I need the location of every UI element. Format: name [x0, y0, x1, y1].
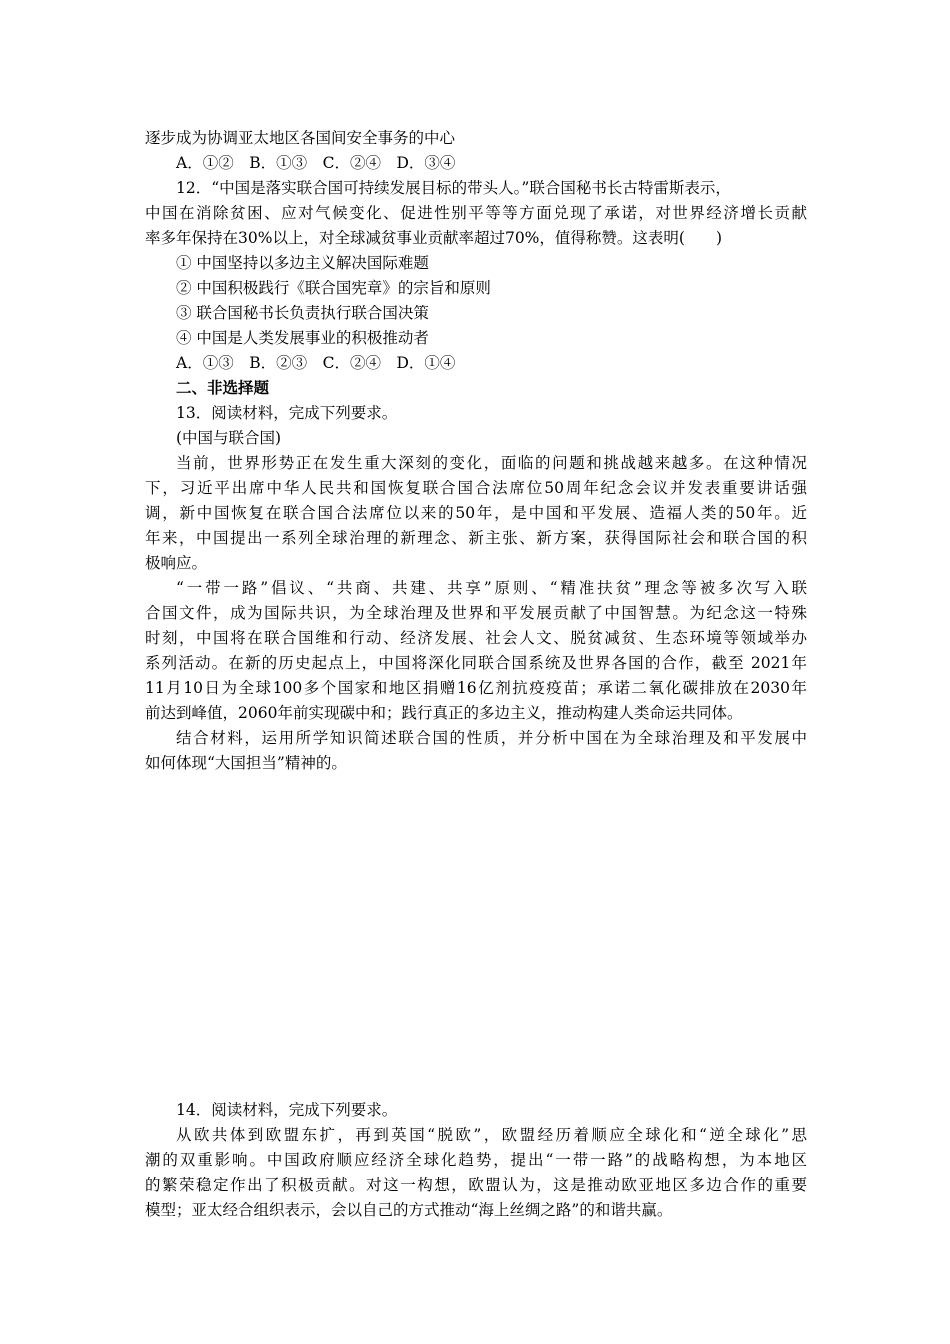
- q13-question-line1: 结合材料，运用所学知识简述联合国的性质，并分析中国在为全球治理及和平发展中: [176, 729, 807, 747]
- q12-options: A．①③ B．②③ C．②④ D．①④: [176, 354, 456, 372]
- q12-item-2: ② 中国积极践行《联合国宪章》的宗旨和原则: [176, 279, 491, 297]
- q13-para2-line3: 时刻，中国将在联合国维和行动、经济发展、社会人文、脱贫减贫、生态环境等领域举办: [145, 629, 807, 647]
- section-heading: 二、非选择题: [176, 378, 270, 397]
- q13-para2-line5: 11月10日为全球100多个国家和地区捐赠16亿剂抗疫疫苗；承诺二氧化碳排放在2030年: [145, 679, 807, 697]
- q14-para-line1: 从欧共体到欧盟东扩，再到英国“脱欧”，欧盟经历着顺应全球化和“逆全球化”思: [176, 1126, 807, 1144]
- q13-para1-line3: 调，新中国恢复在联合国合法席位以来的50年，是中国和平发展、造福人类的50年。近: [145, 504, 807, 522]
- q14-para-line4: 模型；亚太经合组织表示，会以自己的方式推动“海上丝绸之路”的和谐共赢。: [145, 1201, 673, 1219]
- q13-para1-line2: 下，习近平出席中华人民共和国恢复联合国合法席位50周年纪念会议并发表重要讲话强: [145, 479, 807, 497]
- q13-question-line2: 如何体现“大国担当”精神的。: [145, 754, 347, 772]
- q13-stem: 13．阅读材料，完成下列要求。: [176, 404, 398, 422]
- q13-para2-line4: 系列活动。在新的历史起点上，中国将深化同联合国系统及世界各国的合作，截至 2021年: [145, 654, 807, 672]
- q13-subtitle: (中国与联合国): [176, 429, 282, 447]
- q14-stem: 14．阅读材料，完成下列要求。: [176, 1101, 398, 1119]
- q11-options: A．①② B．①③ C．②④ D．③④: [176, 154, 456, 172]
- q13-para1-line1: 当前，世界形势正在发生重大深刻的变化，面临的问题和挑战越来越多。在这种情况: [176, 454, 807, 472]
- q13-para2-line6: 前达到峰值，2060年前实现碳中和；践行真正的多边主义，推动构建人类命运共同体。: [145, 704, 743, 722]
- q14-para-line3: 的繁荣稳定作出了积极贡献。对这一构想，欧盟认为，这是推动欧亚地区多边合作的重要: [145, 1176, 807, 1194]
- q13-para1-line4: 年来，中国提出一系列全球治理的新理念、新主张、新方案，获得国际社会和联合国的积: [145, 529, 807, 547]
- q13-para2-line2: 合国文件，成为国际共识，为全球治理及世界和平发展贡献了中国智慧。为纪念这一特殊: [145, 604, 807, 622]
- q13-para2-line1: “一带一路”倡议、“共商、共建、共享”原则、“精准扶贫”理念等被多次写入联: [176, 579, 807, 597]
- q12-item-4: ④ 中国是人类发展事业的积极推动者: [176, 329, 429, 347]
- q14-para-line2: 潮的双重影响。中国政府顺应经济全球化趋势，提出“一带一路”的战略构想，为本地区: [145, 1151, 807, 1169]
- q11-continuation: 逐步成为协调亚太地区各国间安全事务的中心: [145, 129, 456, 147]
- q12-stem-line3: 率多年保持在30%以上，对全球减贫事业贡献率超过70%，值得称赞。这表明( ): [145, 229, 722, 247]
- q12-item-3: ③ 联合国秘书长负责执行联合国决策: [176, 304, 429, 322]
- q12-item-1: ① 中国坚持以多边主义解决国际难题: [176, 254, 429, 272]
- q12-stem-line2: 中国在消除贫困、应对气候变化、促进性别平等等方面兑现了承诺，对世界经济增长贡献: [145, 204, 807, 222]
- q12-stem-line1: 12．“中国是落实联合国可持续发展目标的带头人。”联合国秘书长古特雷斯表示，: [176, 179, 731, 197]
- q13-para1-line5: 极响应。: [145, 554, 208, 572]
